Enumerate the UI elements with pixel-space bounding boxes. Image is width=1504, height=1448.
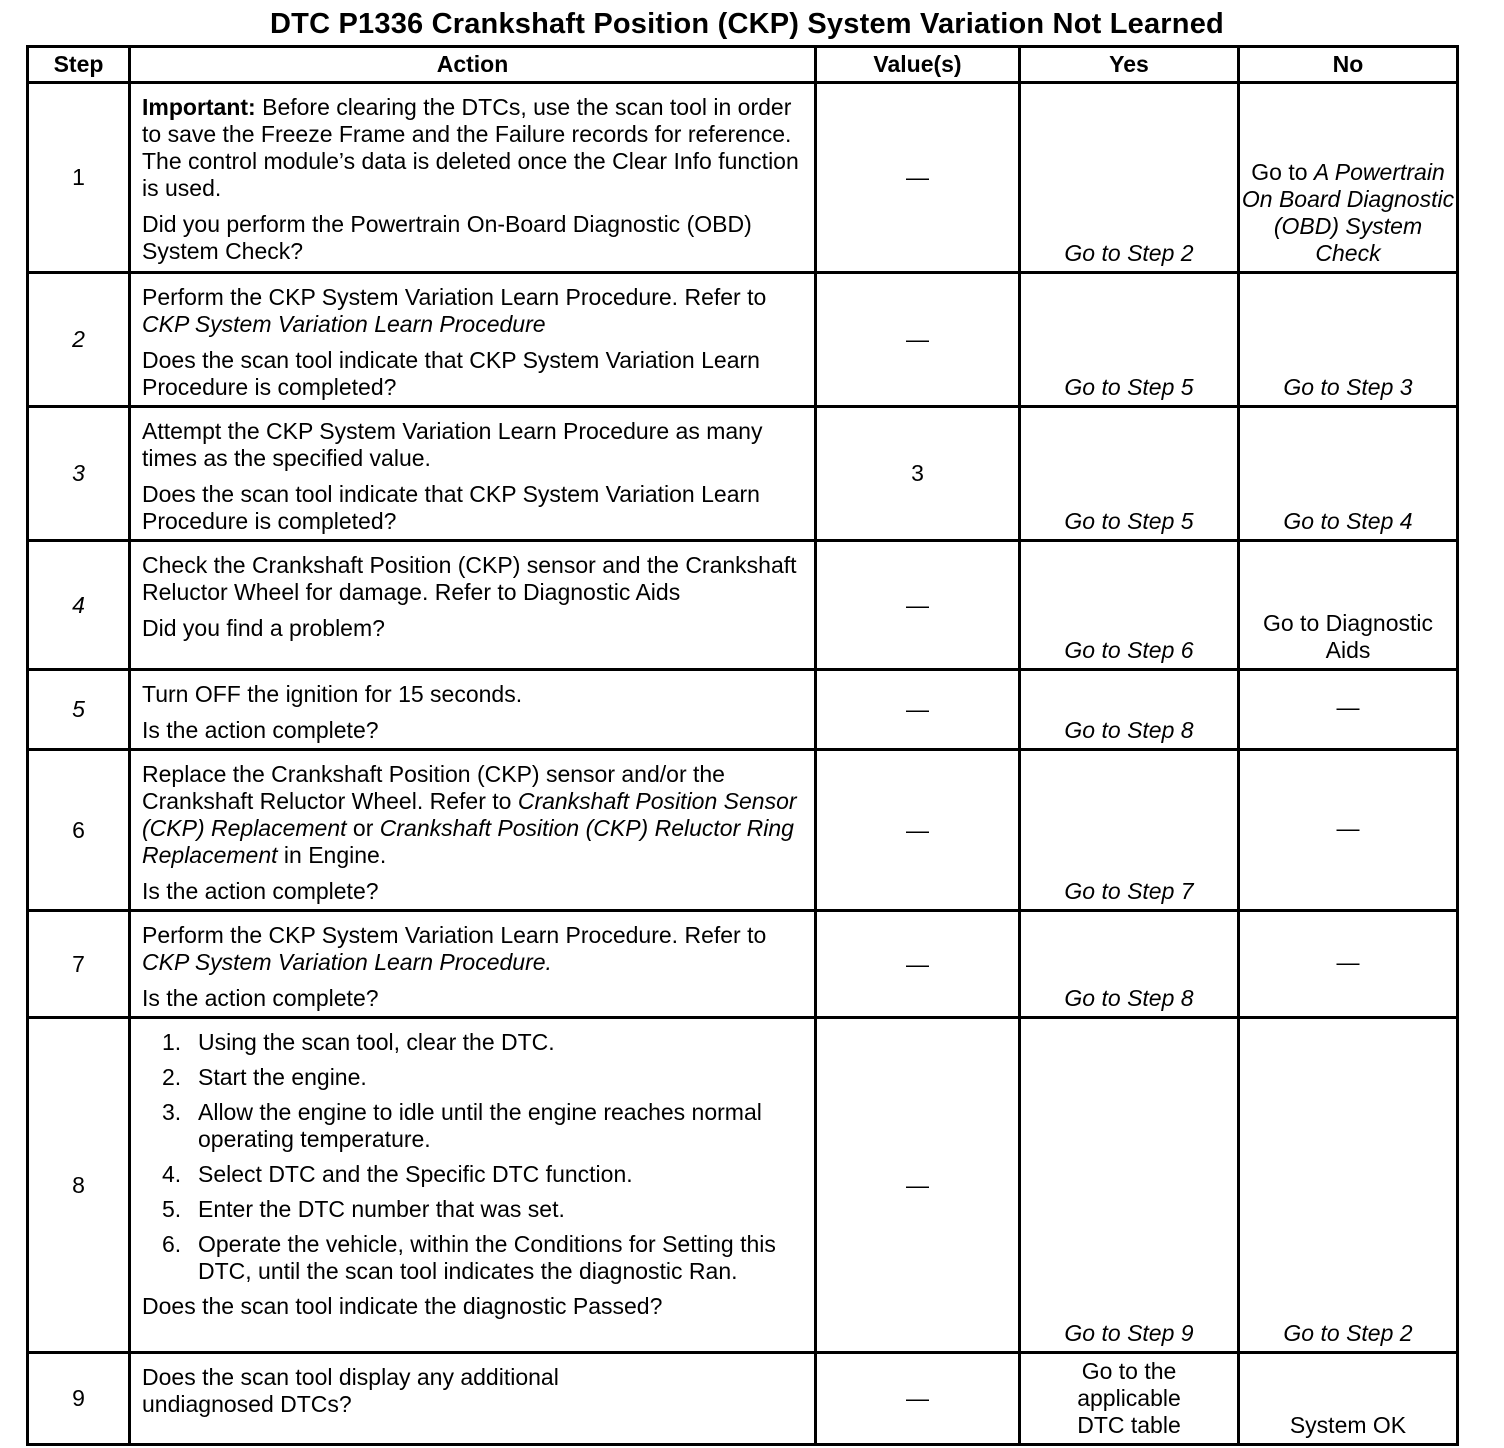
list-item-number: 3.: [162, 1099, 182, 1125]
yes-link[interactable]: Go to Step 2: [1064, 240, 1194, 266]
action-question: Does the scan tool indicate that CKP System Variation Learn Procedure is completed?: [142, 481, 760, 534]
no-link[interactable]: Go to Step 2: [1283, 1320, 1413, 1346]
procedure-reference-link[interactable]: CKP System Variation Learn Procedure.: [142, 949, 552, 975]
action-text: Check the Crankshaft Position (CKP) sensor and the Crankshaft Reluctor Wheel for damage. Refer to Diagnostic Aids: [142, 552, 797, 605]
no-cell[interactable]: [1239, 83, 1458, 273]
action-question: Did you perform the Powertrain On-Board Diagnostic (OBD) System Check?: [142, 211, 752, 264]
step-number: 7: [28, 911, 130, 1018]
yes-cell[interactable]: [1020, 750, 1239, 911]
action-cell: [130, 407, 816, 541]
no-link[interactable]: Go to Diagnostic Aids: [1262, 610, 1434, 663]
value-cell: —: [816, 273, 1020, 407]
action-question: Does the scan tool indicate the diagnostic Passed?: [142, 1293, 663, 1319]
list-item: [142, 1029, 808, 1056]
table-row: [28, 750, 1458, 911]
list-item: [142, 1099, 808, 1153]
table-row: [28, 670, 1458, 750]
important-text: Before clearing the DTCs, use the scan tool in order to save the Freeze Frame and the Failure records for reference. The control module’s data is deleted once the Clear Info function is used.: [142, 94, 799, 201]
list-item-text: Operate the vehicle, within the Conditions for Setting this DTC, until the scan tool indicates the diagnostic Ran.: [198, 1231, 776, 1284]
action-question: Does the scan tool indicate that CKP System Variation Learn Procedure is completed?: [142, 347, 760, 400]
page-title: DTC P1336 Crankshaft Position (CKP) System Variation Not Learned: [270, 8, 1224, 40]
header-yes: Yes: [1020, 47, 1239, 83]
action-cell: [130, 911, 816, 1018]
value-cell: —: [816, 670, 1020, 750]
value-cell: —: [816, 750, 1020, 911]
yes-link[interactable]: Go to Step 5: [1064, 374, 1194, 400]
list-item-number: 2.: [162, 1064, 182, 1090]
value-cell: —: [816, 83, 1020, 273]
action-instruction: Replace the Crankshaft Position (CKP) sensor and/or the Crankshaft Reluctor Wheel. Refer to: [142, 761, 725, 814]
no-cell: —: [1239, 911, 1458, 1018]
diagnostic-table: [26, 45, 1459, 1446]
list-item-number: 5.: [162, 1196, 182, 1222]
important-label: Important:: [142, 94, 256, 120]
action-question: Is the action complete?: [142, 717, 379, 743]
action-suffix: in Engine.: [277, 842, 387, 868]
yes-cell[interactable]: [1020, 273, 1239, 407]
action-text: [142, 761, 808, 869]
table-row: [28, 911, 1458, 1018]
important-note: [142, 94, 808, 202]
yes-cell[interactable]: [1020, 541, 1239, 670]
action-instruction: Perform the CKP System Variation Learn Procedure. Refer to: [142, 284, 767, 310]
table-row: [28, 407, 1458, 541]
action-cell: [130, 750, 816, 911]
yes-cell[interactable]: [1020, 911, 1239, 1018]
yes-cell[interactable]: [1020, 1018, 1239, 1353]
step-number: 1: [28, 83, 130, 273]
table-row: [28, 541, 1458, 670]
action-question: Is the action complete?: [142, 985, 379, 1011]
table-row: [28, 1353, 1458, 1445]
header-values: Value(s): [816, 47, 1020, 83]
action-question: Is the action complete?: [142, 878, 379, 904]
list-item-number: 1.: [162, 1029, 182, 1055]
yes-cell[interactable]: [1020, 1353, 1239, 1445]
yes-cell[interactable]: [1020, 670, 1239, 750]
table-row: [28, 273, 1458, 407]
list-item: [142, 1161, 808, 1188]
header-action: Action: [130, 47, 816, 83]
list-item: [142, 1196, 808, 1223]
no-cell[interactable]: [1239, 273, 1458, 407]
value-cell: 3: [816, 407, 1020, 541]
value-cell: —: [816, 911, 1020, 1018]
table-header-row: [28, 47, 1458, 83]
action-instruction: Perform the CKP System Variation Learn Procedure. Refer to: [142, 922, 767, 948]
ckp-sensor-replacement-link[interactable]: Crankshaft Position Sensor (CKP) Replacement: [142, 788, 797, 841]
yes-link[interactable]: Go to Step 7: [1064, 878, 1194, 904]
action-cell: [130, 541, 816, 670]
procedure-reference-link[interactable]: CKP System Variation Learn Procedure: [142, 311, 546, 337]
yes-link[interactable]: Go to Step 5: [1064, 508, 1194, 534]
list-item: [142, 1231, 808, 1285]
table-row: [28, 1018, 1458, 1353]
no-cell: System OK: [1239, 1353, 1458, 1445]
list-item-text: Enter the DTC number that was set.: [198, 1196, 565, 1222]
list-item-text: Start the engine.: [198, 1064, 367, 1090]
action-text: [142, 922, 808, 976]
action-cell: [130, 1353, 816, 1445]
list-item: [142, 1064, 808, 1091]
header-step: Step: [28, 47, 130, 83]
step-number: 4: [28, 541, 130, 670]
yes-link[interactable]: Go to Step 9: [1064, 1320, 1194, 1346]
step-number: 8: [28, 1018, 130, 1353]
value-cell: —: [816, 1018, 1020, 1353]
header-no: No: [1239, 47, 1458, 83]
no-prefix: Go to: [1251, 159, 1314, 185]
no-cell[interactable]: [1239, 1018, 1458, 1353]
step-number: 9: [28, 1353, 130, 1445]
no-cell[interactable]: [1239, 541, 1458, 670]
step-number: 3: [28, 407, 130, 541]
value-cell: —: [816, 541, 1020, 670]
list-item-text: Using the scan tool, clear the DTC.: [198, 1029, 555, 1055]
value-cell: —: [816, 1353, 1020, 1445]
procedure-list: [142, 1029, 808, 1285]
step-number: 2: [28, 273, 130, 407]
no-link[interactable]: Go to Step 3: [1283, 374, 1413, 400]
no-link[interactable]: A Powertrain On Board Diagnostic (OBD) System Check: [1241, 159, 1455, 266]
list-item-number: 6.: [162, 1231, 182, 1257]
action-cell: [130, 273, 816, 407]
no-cell: —: [1239, 670, 1458, 750]
action-cell: [130, 83, 816, 273]
no-cell[interactable]: [1239, 407, 1458, 541]
action-text: Turn OFF the ignition for 15 seconds.: [142, 681, 523, 707]
yes-link[interactable]: Go to Step 6: [1064, 637, 1194, 663]
action-connector: or: [346, 815, 380, 841]
yes-cell[interactable]: [1020, 83, 1239, 273]
step-number: 6: [28, 750, 130, 911]
list-item-text: Allow the engine to idle until the engine reaches normal operating temperature.: [198, 1099, 762, 1152]
no-cell: —: [1239, 750, 1458, 911]
yes-cell[interactable]: [1020, 407, 1239, 541]
action-question: Does the scan tool display any additional undiagnosed DTCs?: [142, 1364, 559, 1417]
action-cell: [130, 1018, 816, 1353]
step-number: 5: [28, 670, 130, 750]
yes-link[interactable]: Go to the applicable DTC table: [1077, 1358, 1181, 1438]
list-item-text: Select DTC and the Specific DTC function.: [198, 1161, 633, 1187]
reluctor-ring-replacement-link[interactable]: Crankshaft Position (CKP) Reluctor Ring Replacement: [142, 815, 794, 868]
yes-link[interactable]: Go to Step 8: [1064, 717, 1194, 743]
action-text: Attempt the CKP System Variation Learn Procedure as many times as the specified value.: [142, 418, 763, 471]
action-question: Did you find a problem?: [142, 615, 385, 641]
yes-link[interactable]: Go to Step 8: [1064, 985, 1194, 1011]
list-item-number: 4.: [162, 1161, 182, 1187]
no-link[interactable]: Go to Step 4: [1283, 508, 1413, 534]
table-row: [28, 83, 1458, 273]
action-cell: [130, 670, 816, 750]
action-text: [142, 284, 808, 338]
